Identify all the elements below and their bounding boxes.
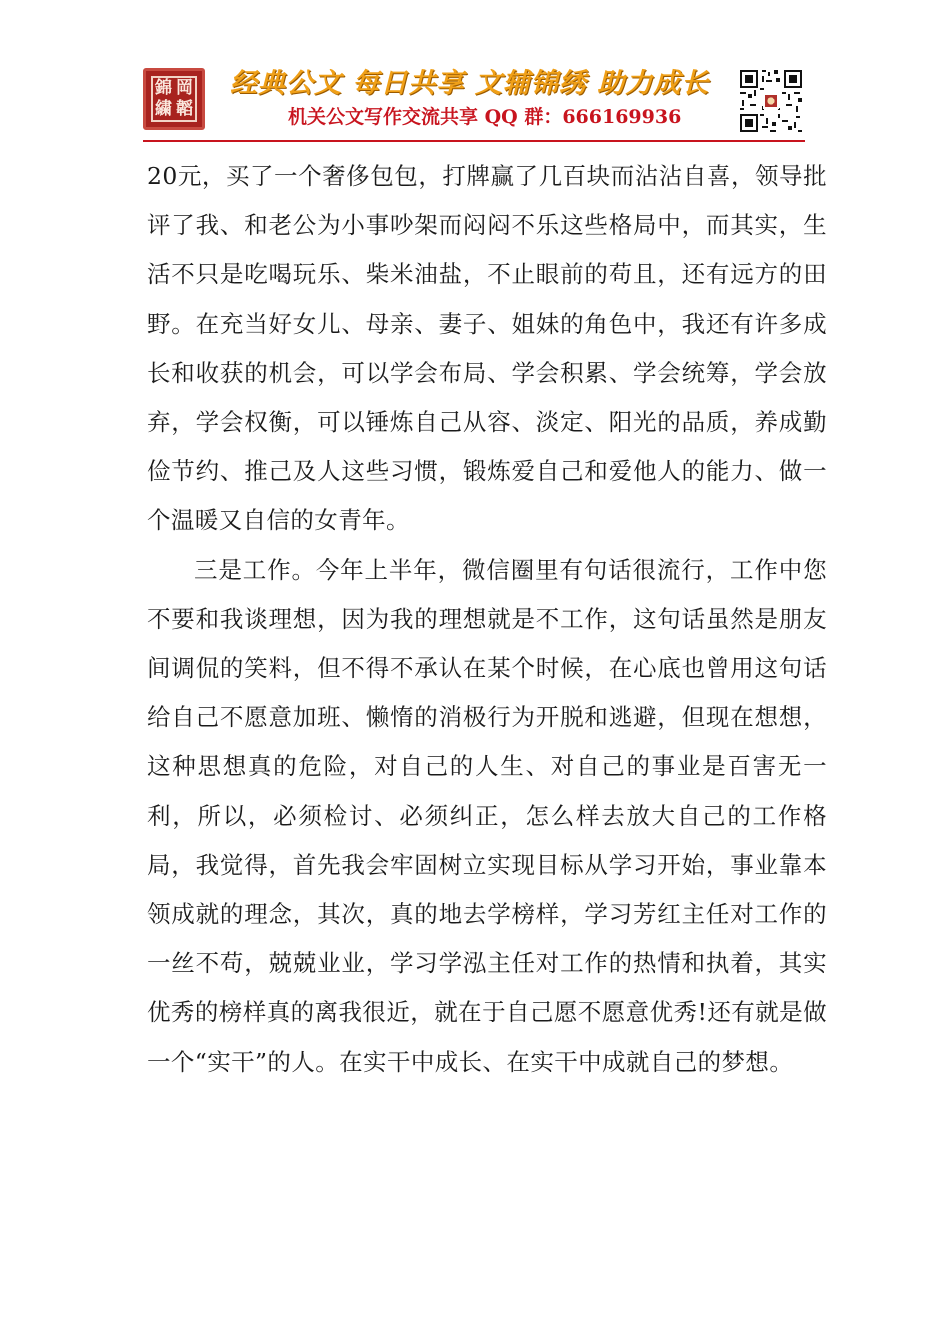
header-divider [143,140,805,142]
body-paragraph: 三是工作。今年上半年，微信圈里有句话很流行，工作中您不要和我谈理想，因为我的理想就是不工作，这句话虽然是朋友间调侃的笑料，但不得不承认在某个时候，在心底也曾用这句话给自己不愿意加班、懒惰的消极行为开脱和逃避，但现在想想，这种思想真的危险，对自己的人生、对自己的事业是百害无一利，所以，必须检讨、必须纠正，怎么样去放大自己的工作格局，我觉得，首先我会牢固树立实现目标从学习开始，事业靠本领成就的理念，其次，真的地去学榜样，学习芳红主任对工作的一丝不苟，兢兢业业，学习学泓主任对工作的热情和执着，其实优秀的榜样真的离我很近，就在于自己愿不愿意优秀!还有就是做一个“实干”的人。在实干中成长、在实干中成就自己的梦想。 [147,555,827,1076]
logo-char: 錦 [155,78,172,98]
qr-code-icon [738,68,804,134]
logo-char: 韜 [176,99,193,119]
document-body [147,152,827,1087]
brand-logo [143,68,205,130]
page-header [0,0,950,140]
header-qq-group: 机关公文写作交流共享 QQ 群：666169936 [288,106,682,128]
logo-char: 繍 [155,99,172,119]
body-paragraph: 20元，买了一个奢侈包包，打牌赢了几百块而沾沾自喜，领导批评了我、和老公为小事吵架而闷闷不乐这些格局中，而其实，生活不只是吃喝玩乐、柴米油盐，不止眼前的苟且，还有远方的田野。在充当好女儿、母亲、妻子、姐妹的角色中，我还有许多成长和收获的机会，可以学会布局、学会积累、学会统筹，学会放弃，学会权衡，可以锤炼自己从容、淡定、阳光的品质，养成勤俭节约、推己及人这些习惯，锻炼爱自己和爱他人的能力、做一个温暖又自信的女青年。 [147,162,827,535]
logo-seal-frame [151,76,197,122]
logo-char: 岡 [176,78,193,98]
header-slogan: 经典公文 每日共享 文辅锦绣 助力成长 [230,68,710,99]
